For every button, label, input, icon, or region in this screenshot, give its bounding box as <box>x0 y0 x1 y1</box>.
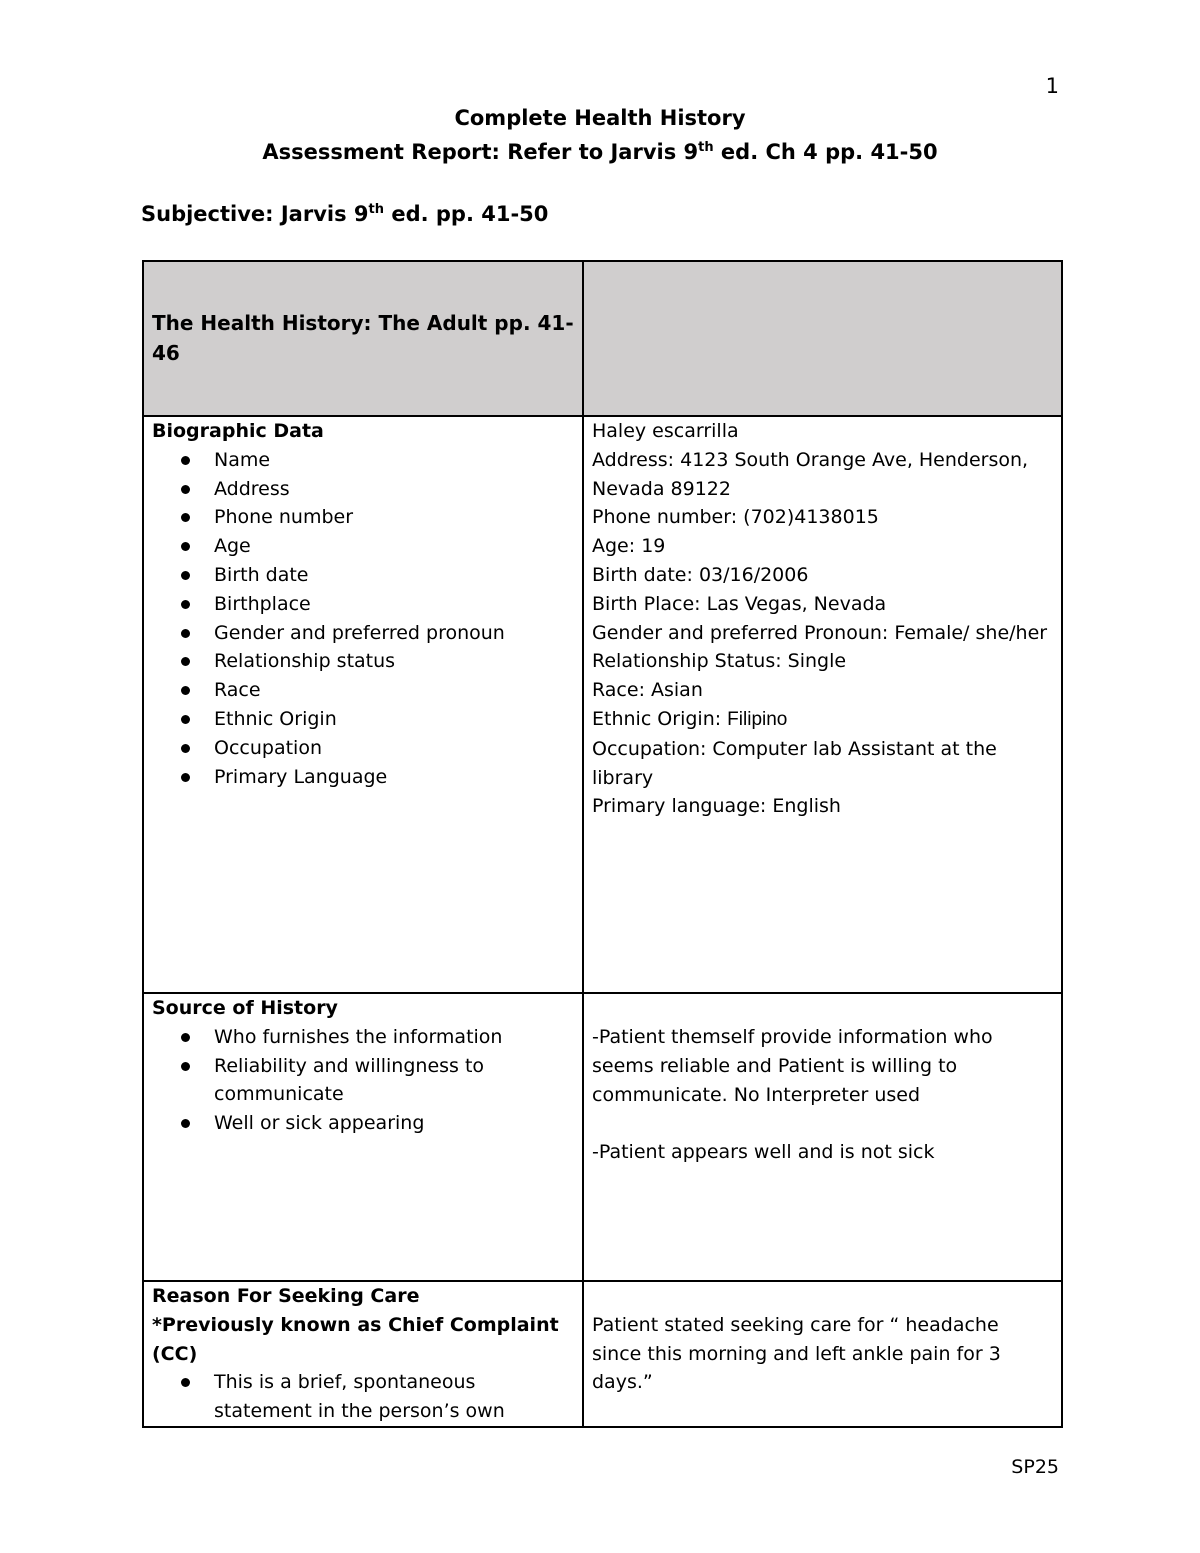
list-item: Name <box>214 446 574 475</box>
source-response-cell <box>583 993 1062 1281</box>
subjective-prefix: Subjective: Jarvis 9 <box>141 202 369 226</box>
patient-phone: Phone number: (702)4138015 <box>592 506 879 529</box>
biographic-response-cell <box>583 416 1062 993</box>
patient-birth-place: Birth Place: Las Vegas, Nevada <box>592 592 887 615</box>
biographic-prompt-cell <box>143 416 583 993</box>
reason-row <box>143 1281 1062 1427</box>
patient-name: Haley escarrilla <box>592 420 739 442</box>
subtitle-suffix: ed. Ch 4 pp. 41-50 <box>713 140 938 164</box>
patient-age: Age: 19 <box>592 535 666 558</box>
list-item: Gender and preferred pronoun <box>214 619 574 648</box>
spacer <box>592 994 1053 1023</box>
reason-prompt-cell <box>143 1281 583 1427</box>
list-item: Birthplace <box>214 590 574 619</box>
patient-race: Race: Asian <box>592 679 703 702</box>
list-item: Occupation <box>214 734 574 763</box>
list-item: Race <box>214 676 574 705</box>
reason-heading: Reason For Seeking Care <box>152 1285 420 1307</box>
footer-code: SP25 <box>1011 1456 1059 1478</box>
list-item: Address <box>214 475 574 504</box>
table-header-label: The Health History: The Adult pp. 41-46 <box>152 310 574 365</box>
list-item: Primary Language <box>214 763 574 792</box>
biographic-heading: Biographic Data <box>152 420 324 442</box>
biographic-bullet-list <box>152 446 574 792</box>
patient-birth-date: Birth date: 03/16/2006 <box>592 563 809 586</box>
reason-bullet-list <box>152 1368 574 1426</box>
document-subtitle <box>0 138 1200 167</box>
subjective-sup: th <box>368 202 385 217</box>
source-prompt-cell <box>143 993 583 1281</box>
list-item: Ethnic Origin <box>214 705 574 734</box>
subjective-suffix: ed. pp. 41-50 <box>384 202 549 226</box>
source-bullet-list <box>152 1023 574 1138</box>
list-item: Age <box>214 532 574 561</box>
ethnic-origin-label: Ethnic Origin: <box>592 707 728 730</box>
source-heading: Source of History <box>152 997 338 1019</box>
list-item: Who furnishes the information <box>214 1023 574 1052</box>
list-item: This is a brief, spontaneous statement in the person’s own <box>214 1368 574 1426</box>
spacer <box>592 1109 1053 1138</box>
reason-response-cell <box>583 1281 1062 1427</box>
list-item: Birth date <box>214 561 574 590</box>
list-item: Reliability and willingness to communicate <box>214 1052 574 1110</box>
subtitle-sup: th <box>698 140 714 155</box>
document-title: Complete Health History <box>454 106 746 130</box>
table-header-left <box>143 261 583 416</box>
table-header-right <box>583 261 1062 416</box>
source-response-2: -Patient appears well and is not sick <box>592 1141 935 1164</box>
patient-occupation: Occupation: Computer lab Assistant at the library <box>592 737 997 789</box>
list-item: Well or sick appearing <box>214 1109 574 1138</box>
source-response-1: -Patient themself provide information who seems reliable and Patient is willing to communicate. No Interpreter used <box>592 1026 993 1106</box>
list-item: Relationship status <box>214 647 574 676</box>
table-header-row <box>143 261 1062 416</box>
subjective-heading <box>141 200 548 229</box>
page-number: 1 <box>1045 74 1059 98</box>
patient-language: Primary language: English <box>592 795 841 818</box>
reason-response: Patient stated seeking care for “ headache since this morning and left ankle pain for 3 days.” <box>592 1313 1001 1394</box>
list-item: Phone number <box>214 503 574 532</box>
patient-ethnic-origin <box>592 705 1053 735</box>
subtitle-prefix: Assessment Report: Refer to Jarvis 9 <box>262 140 699 164</box>
patient-address: Address: 4123 South Orange Ave, Henderson, Nevada 89122 <box>592 448 1029 500</box>
biographic-row <box>143 416 1062 993</box>
source-row <box>143 993 1062 1281</box>
reason-subheading: *Previously known as Chief Complaint (CC) <box>152 1313 559 1365</box>
ethnic-origin-value: Filipino <box>727 708 788 730</box>
patient-gender: Gender and preferred Pronoun: Female/ she/her <box>592 621 1048 644</box>
patient-relationship: Relationship Status: Single <box>592 650 847 673</box>
health-history-table <box>142 260 1063 1428</box>
